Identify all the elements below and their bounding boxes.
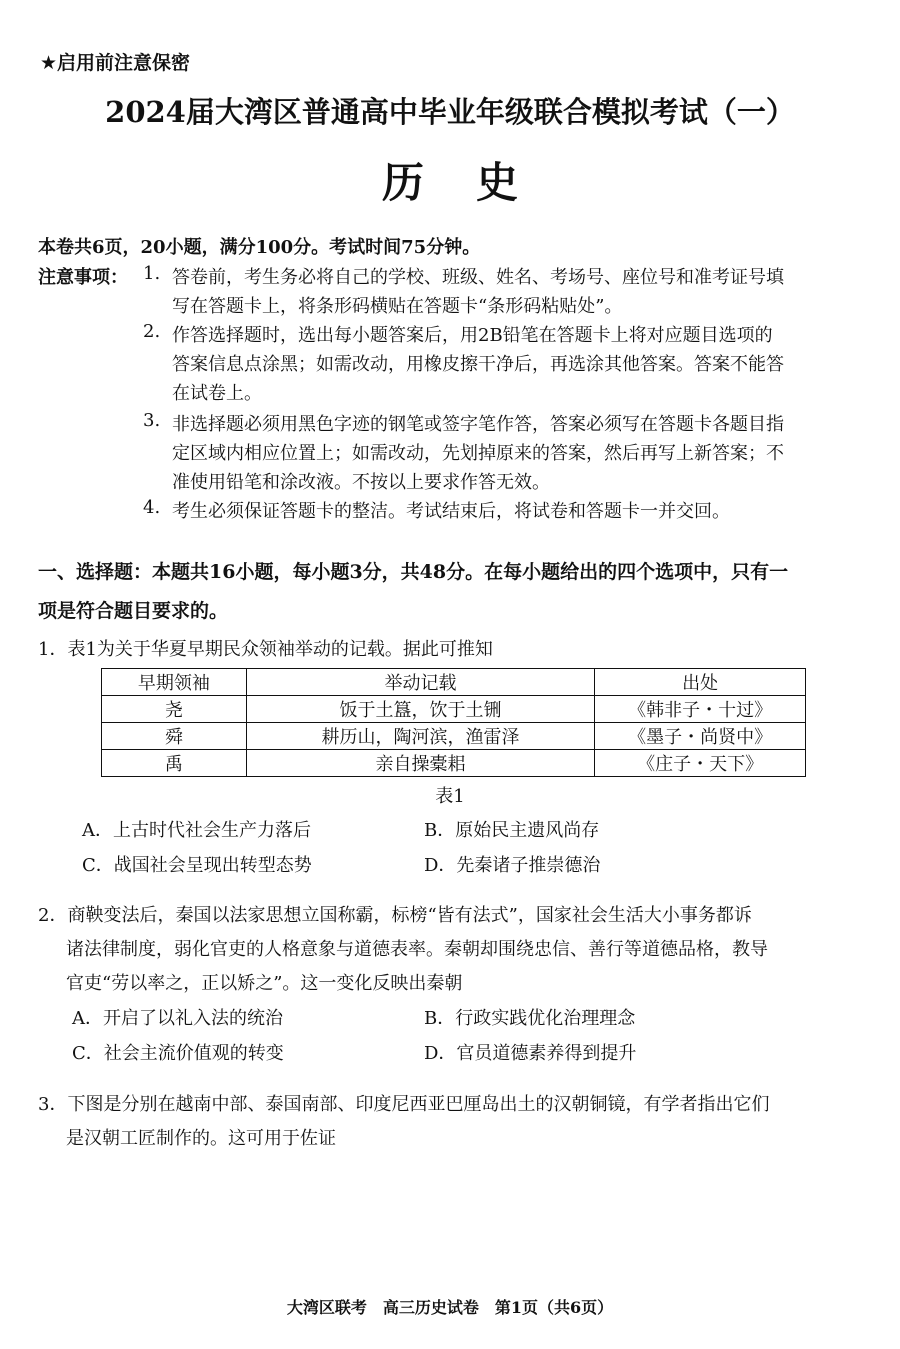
notes-label: 注意事项： <box>38 267 128 288</box>
question-1-stem: 1．表1为关于华夏早期民众领袖举动的记载。据此可推知 <box>38 639 493 660</box>
subject-title: 历史 <box>381 158 570 207</box>
exam-summary: 本卷共6页，20小题，满分100分。考试时间75分钟。 <box>38 237 481 258</box>
table-cell: 耕历山，陶河滨，渔雷泽 <box>246 723 594 750</box>
q1-option-c[interactable]: C．战国社会呈现出转型态势 <box>82 855 312 876</box>
table-row <box>102 723 806 750</box>
table-cell: 《韩非子・十过》 <box>595 696 806 723</box>
note-line: 答案信息点涂黑；如需改动，用橡皮擦干净后，再选涂其他答案。答案不能答 <box>172 354 784 375</box>
question-3-stem-cont: 是汉朝工匠制作的。这可用于佐证 <box>66 1128 336 1149</box>
q1-option-b[interactable]: B．原始民主遗风尚存 <box>424 820 600 841</box>
exam-title: 2024届大湾区普通高中毕业年级联合模拟考试（一） <box>105 95 795 129</box>
page-footer: 大湾区联考 高三历史试卷 第1页（共6页） <box>286 1298 614 1317</box>
note-line: 答卷前，考生务必将自己的学校、班级、姓名、考场号、座位号和准考证号填 <box>172 267 784 288</box>
question-2-stem-cont: 诸法律制度，弱化官吏的人格意象与道德表率。秦朝却围绕忠信、善行等道德品格，教导 <box>66 939 768 960</box>
note-number: 3. <box>143 410 161 431</box>
table-caption: 表1 <box>435 786 465 807</box>
confidential-notice: ★启用前注意保密 <box>40 52 191 74</box>
q1-option-d[interactable]: D．先秦诸子推崇德治 <box>424 855 601 876</box>
table-cell: 亲自操橐耜 <box>246 750 594 777</box>
table-header-cell: 早期领袖 <box>102 669 247 696</box>
q2-option-b[interactable]: B．行政实践优化治理理念 <box>424 1008 636 1029</box>
note-line: 在试卷上。 <box>172 383 262 404</box>
note-line: 定区域内相应位置上；如需改动，先划掉原来的答案，然后再写上新答案；不 <box>172 443 784 464</box>
q2-option-a[interactable]: A．开启了以礼入法的统治 <box>72 1008 283 1029</box>
table-row <box>102 750 806 777</box>
table-header-cell: 举动记载 <box>246 669 594 696</box>
q2-option-c[interactable]: C．社会主流价值观的转变 <box>72 1043 284 1064</box>
question-3-stem: 3．下图是分别在越南中部、泰国南部、印度尼西亚巴厘岛出土的汉朝铜镜，有学者指出它们 <box>38 1094 770 1115</box>
q1-option-a[interactable]: A．上古时代社会生产力落后 <box>82 820 311 841</box>
note-number: 2. <box>143 321 161 342</box>
section-title-cont: 项是符合题目要求的。 <box>38 600 229 622</box>
q2-option-d[interactable]: D．官员道德素养得到提升 <box>424 1043 637 1064</box>
table-header-row <box>102 669 806 696</box>
note-line: 写在答题卡上，将条形码横贴在答题卡“条形码粘贴处”。 <box>172 296 623 317</box>
note-line: 考生必须保证答题卡的整洁。考试结束后，将试卷和答题卡一并交回。 <box>172 501 730 522</box>
note-number: 4. <box>143 497 161 518</box>
table-cell: 尧 <box>102 696 247 723</box>
note-line: 准使用铅笔和涂改液。不按以上要求作答无效。 <box>172 472 550 493</box>
table-header-cell: 出处 <box>595 669 806 696</box>
note-line: 作答选择题时，选出每小题答案后，用2B铅笔在答题卡上将对应题目选项的 <box>172 325 773 346</box>
table-cell: 饭于土簋，饮于土铏 <box>246 696 594 723</box>
table-cell: 舜 <box>102 723 247 750</box>
question-2-stem: 2．商鞅变法后，秦国以法家思想立国称霸，标榜“皆有法式”，国家社会生活大小事务都诉 <box>38 905 752 926</box>
table-cell: 《庄子・天下》 <box>595 750 806 777</box>
leaders-table <box>101 668 806 777</box>
note-number: 1. <box>143 263 161 284</box>
table-cell: 禹 <box>102 750 247 777</box>
note-line: 非选择题必须用黑色字迹的钢笔或签字笔作答，答案必须写在答题卡各题目指 <box>172 414 784 435</box>
table-cell: 《墨子・尚贤中》 <box>595 723 806 750</box>
section-title: 一、选择题：本题共16小题，每小题3分，共48分。在每小题给出的四个选项中，只有一 <box>38 561 789 583</box>
table-row <box>102 696 806 723</box>
question-2-stem-cont: 官吏“劳以率之，正以矫之”。这一变化反映出秦朝 <box>66 973 463 994</box>
